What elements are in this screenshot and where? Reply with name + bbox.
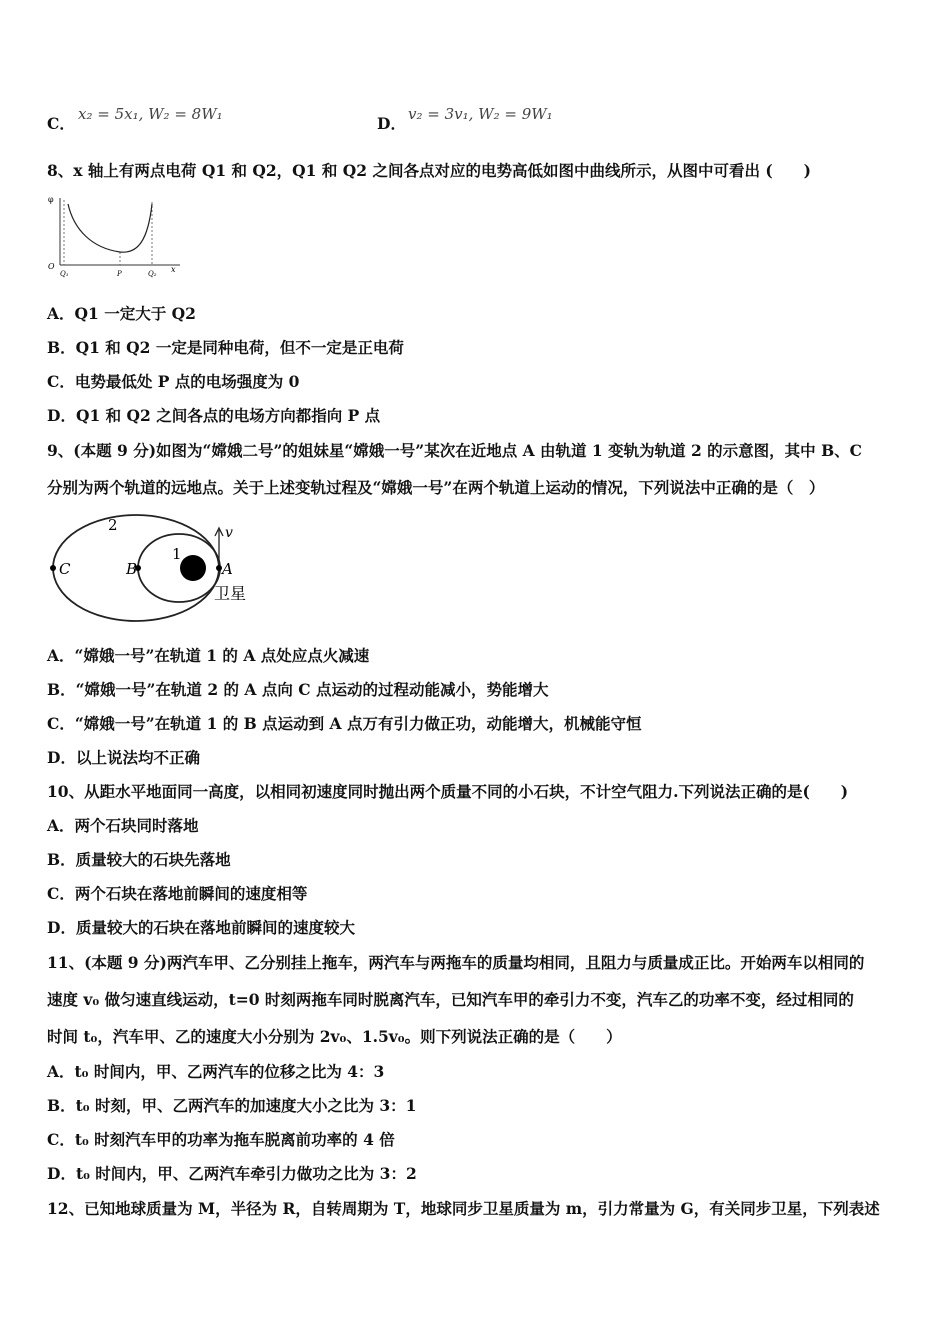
phi-label: φ (48, 195, 54, 204)
satellite-label: 卫星 (214, 584, 247, 603)
q7-option-d-label: D． (377, 114, 406, 133)
q11-stem-line3: 时间 t₀，汽车甲、乙的速度大小分别为 2v₀、1.5v₀。则下列说法正确的是（ ） (47, 1027, 622, 1046)
q9-option-b: B．“嫦娥一号”在轨道 2 的 A 点向 C 点运动的过程动能减小，势能增大 (47, 680, 549, 699)
orbit-1-label: 1 (172, 545, 182, 563)
q2-label: Q₂ (148, 270, 157, 278)
q11-option-c: C．t₀ 时刻汽车甲的功率为拖车脱离前功率的 4 倍 (47, 1130, 395, 1149)
q9-option-a: A．“嫦娥一号”在轨道 1 的 A 点处应点火减速 (47, 646, 370, 665)
q7-option-c-formula: x₂ = 5x₁, W₂ = 8W₁ (78, 105, 223, 123)
q9-option-d: D．以上说法均不正确 (47, 748, 200, 767)
orbit-2-label: 2 (108, 516, 118, 534)
point-b-label: B (126, 560, 138, 578)
q7-option-d-formula: v₂ = 3v₁, W₂ = 9W₁ (408, 105, 553, 123)
velocity-label: v (225, 525, 233, 541)
q7-option-c-label: C． (47, 114, 75, 133)
q8-potential-graph (40, 190, 190, 280)
q10-stem: 10、从距水平地面同一高度，以相同初速度同时抛出两个质量不同的小石块，不计空气阻力.下列说法正确的是( ) (47, 782, 849, 801)
origin-label: O (48, 262, 55, 271)
q1-label: Q₁ (60, 270, 69, 278)
q8-option-a: A．Q1 一定大于 Q2 (47, 304, 196, 323)
q11-option-a: A．t₀ 时间内，甲、乙两汽车的位移之比为 4：3 (47, 1062, 385, 1081)
q10-option-a: A．两个石块同时落地 (47, 816, 199, 835)
point-c-label: C (59, 560, 71, 578)
q10-option-c: C．两个石块在落地前瞬间的速度相等 (47, 884, 308, 903)
q9-option-c: C．“嫦娥一号”在轨道 1 的 B 点运动到 A 点万有引力做正功，动能增大，机械能守恒 (47, 714, 642, 733)
q8-option-b: B．Q1 和 Q2 一定是同种电荷，但不一定是正电荷 (47, 338, 404, 357)
q10-option-d: D．质量较大的石块在落地前瞬间的速度较大 (47, 918, 355, 937)
q11-stem-line1: 11、(本题 9 分)两汽车甲、乙分别挂上拖车，两汽车与两拖车的质量均相同，且阻力与质量成正比。开始两车以相同的 (47, 953, 865, 972)
q8-option-d: D．Q1 和 Q2 之间各点的电场方向都指向 P 点 (47, 406, 381, 425)
q8-option-c: C．电势最低处 P 点的电场强度为 0 (47, 372, 300, 391)
q8-stem: 8、x 轴上有两点电荷 Q1 和 Q2，Q1 和 Q2 之间各点对应的电势高低如图中曲线所示，从图中可看出 ( ) (47, 161, 812, 180)
q9-stem-line2: 分别为两个轨道的远地点。关于上述变轨过程及“嫦娥一号”在两个轨道上运动的情况，下列说法中正确的是（ ） (47, 478, 825, 497)
q11-option-b: B．t₀ 时刻，甲、乙两汽车的加速度大小之比为 3：1 (47, 1096, 417, 1115)
q7-option-c (47, 114, 75, 134)
q10-option-b: B．质量较大的石块先落地 (47, 850, 231, 869)
q11-option-d: D．t₀ 时间内，甲、乙两汽车牵引力做功之比为 3：2 (47, 1164, 417, 1183)
q7-option-d (377, 114, 406, 134)
point-a-label: A (222, 560, 233, 578)
q9-orbit-diagram (42, 510, 262, 628)
q9-stem-line1: 9、(本题 9 分)如图为“嫦娥二号”的姐妹星“嫦娥一号”某次在近地点 A 由轨道 1 变轨为轨道 2 的示意图，其中 B、C (47, 441, 863, 460)
p-label: P (117, 270, 122, 278)
x-axis-label: x (171, 265, 176, 274)
q12-stem: 12、已知地球质量为 M，半径为 R，自转周期为 T，地球同步卫星质量为 m，引力常量为 G，有关同步卫星，下列表述 (47, 1199, 880, 1218)
q11-stem-line2: 速度 v₀ 做匀速直线运动，t=0 时刻两拖车同时脱离汽车，已知汽车甲的牵引力不变，汽车乙的功率不变，经过相同的 (47, 990, 854, 1009)
